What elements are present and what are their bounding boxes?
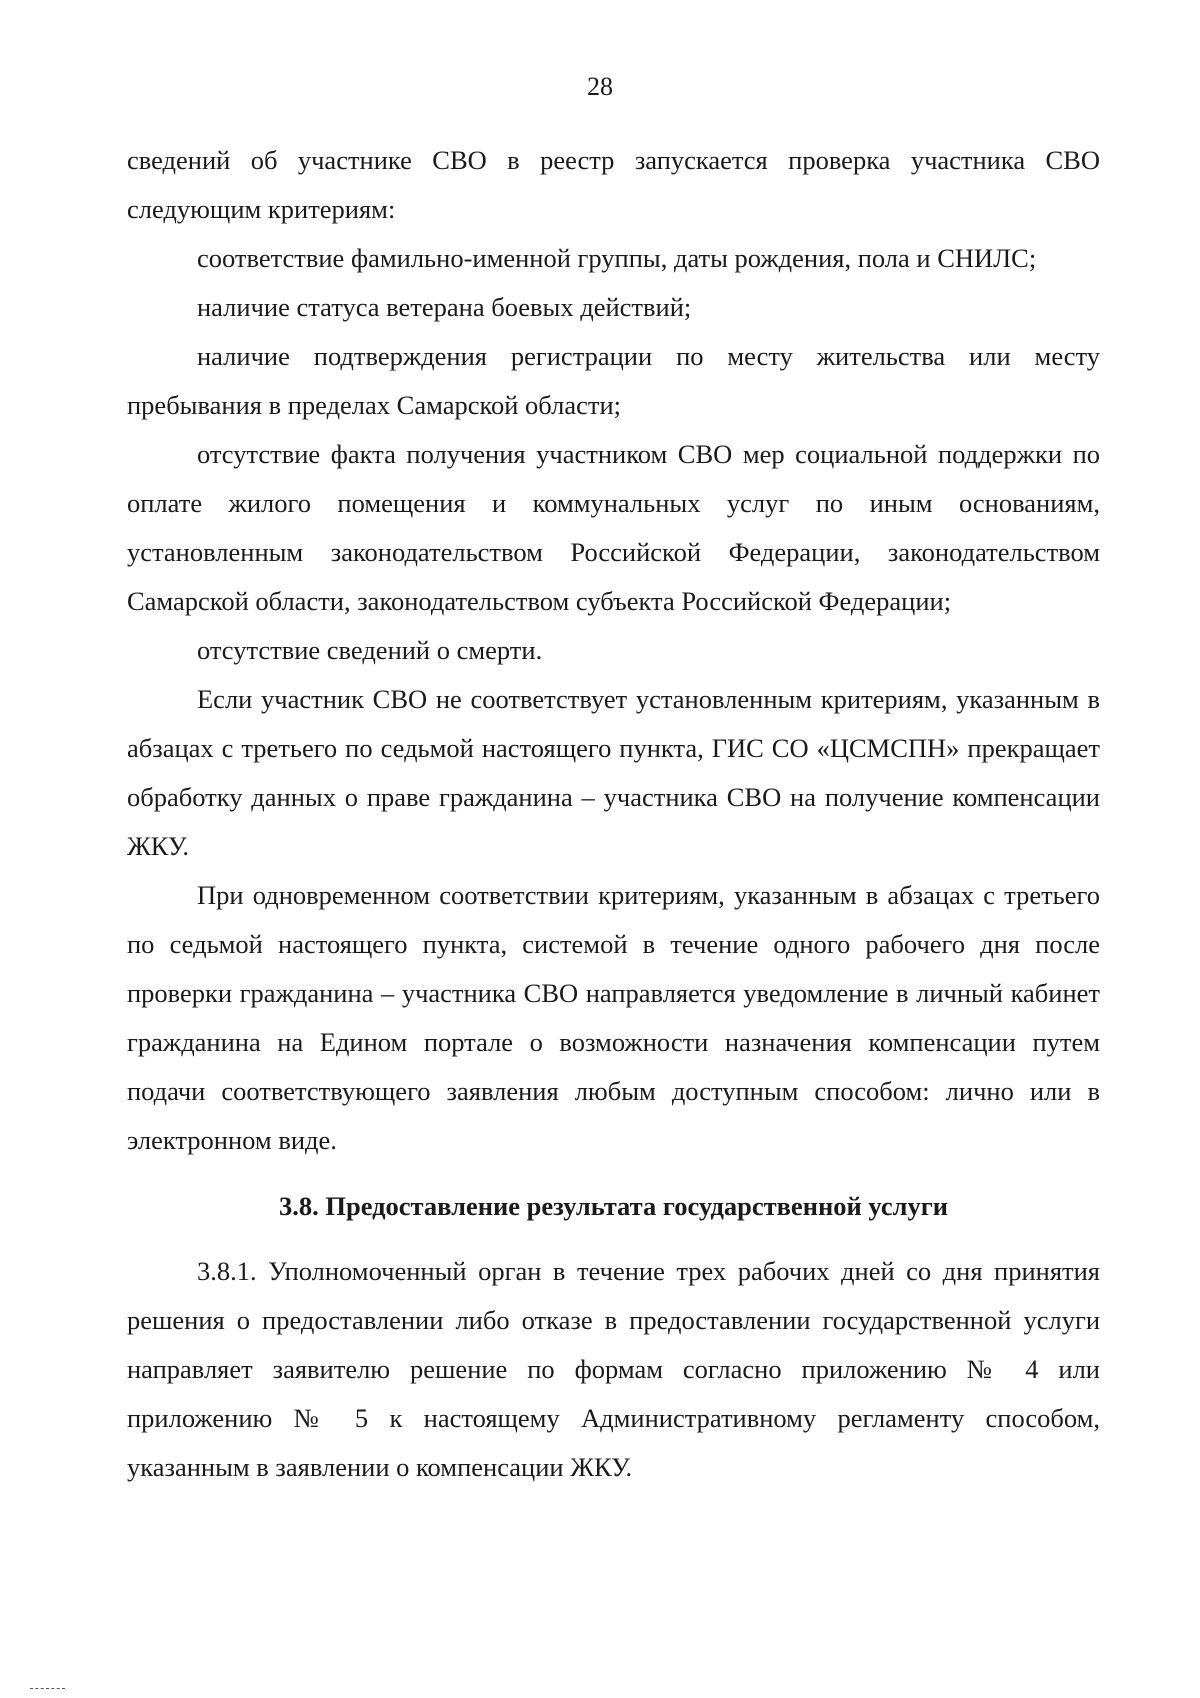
- scan-edge-mark: [30, 1688, 65, 1690]
- paragraph: отсутствие сведений о смерти.: [197, 635, 543, 665]
- page-number: 28: [587, 72, 613, 101]
- paragraph: наличие статуса ветерана боевых действий;: [197, 292, 692, 322]
- paragraph: соответствие фамильно-именной группы, даты рождения, пола и СНИЛС;: [197, 243, 1037, 273]
- paragraph: При одновременном соответствии критериям, указанным в абзацах с третьего по седьмой настоящего пункта, системой в течение одного рабочего дня после проверки гражданина – участника СВО направляется уведомление в личный кабинет гражданина на Едином портале о возможности назначения компенсации путем подачи соответствующего заявления любым доступным способом: лично или в электронном виде.: [127, 880, 1100, 1155]
- paragraph: сведений об участнике СВО в реестр запускается проверка участника СВО следующим критериям:: [127, 145, 1100, 224]
- paragraph: 3.8.1. Уполномоченный орган в течение трех рабочих дней со дня принятия решения о предоставлении либо отказе в предоставлении государственной услуги направляет заявителю решение по формам согласно приложению № 4 или приложению № 5 к настоящему Административному регламенту способом, указанным в заявлении о компенсации ЖКУ.: [127, 1256, 1100, 1482]
- section-heading: 3.8. Предоставление результата государственной услуги: [279, 1191, 948, 1221]
- paragraph: наличие подтверждения регистрации по месту жительства или месту пребывания в пределах Самарской области;: [127, 341, 1100, 420]
- document-body: [127, 136, 1100, 1492]
- paragraph: Если участник СВО не соответствует установленным критериям, указанным в абзацах с третьего по седьмой настоящего пункта, ГИС СО «ЦСМСПН» прекращает обработку данных о праве гражданина – участника СВО на получение компенсации ЖКУ.: [127, 684, 1100, 861]
- paragraph: отсутствие факта получения участником СВО мер социальной поддержки по оплате жилого помещения и коммунальных услуг по иным основаниям, установленным законодательством Российской Федерации, законодательством Самарской области, законодательством субъекта Российской Федерации;: [127, 439, 1100, 616]
